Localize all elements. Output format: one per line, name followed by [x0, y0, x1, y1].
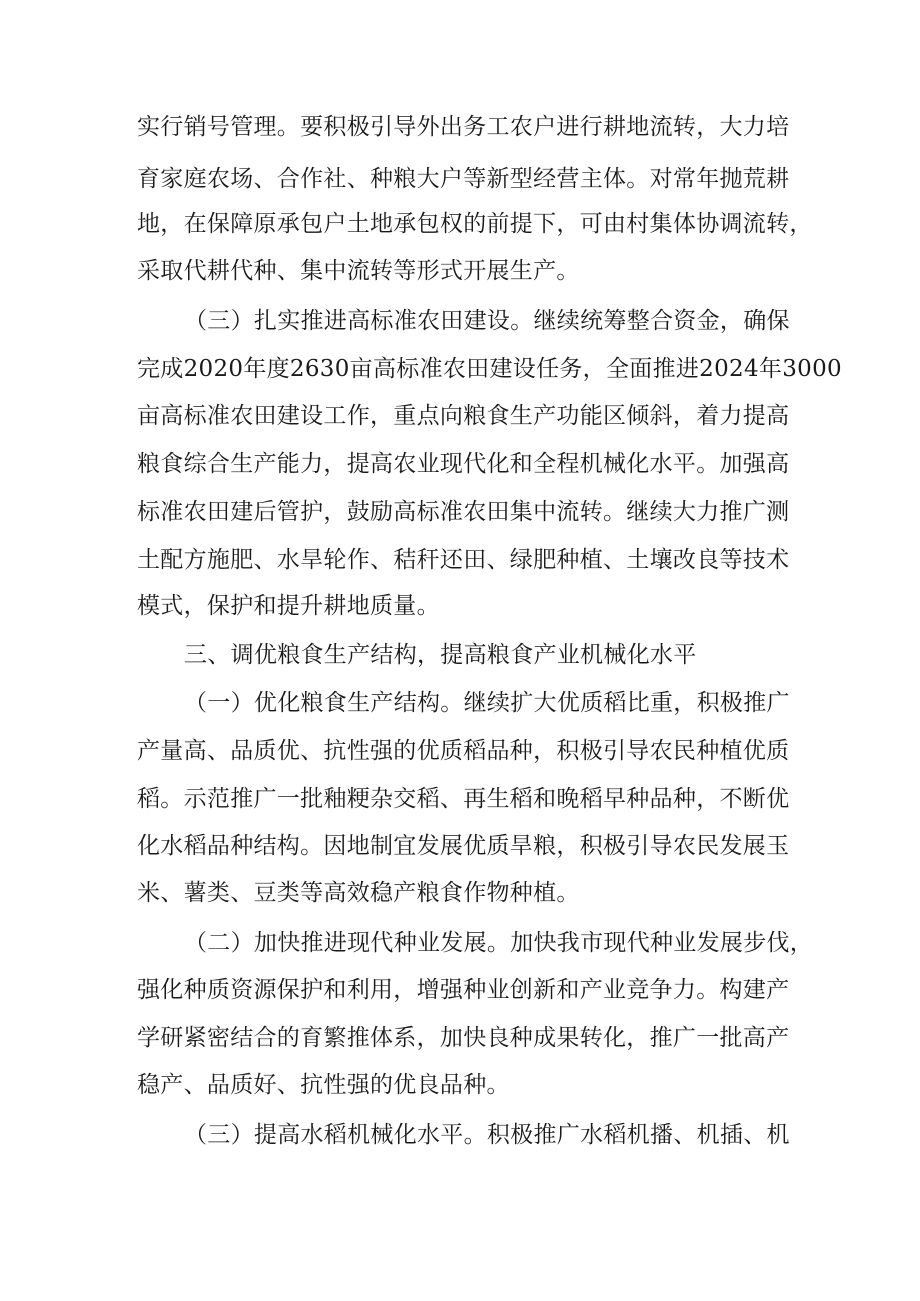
text-line: 模式，保护和提升耕地质量。 [137, 593, 440, 619]
text-line: 完成2020年度2630亩高标准农田建设任务，全面推进2024年3000 [137, 356, 842, 382]
section-heading-3-next: （三）提高水稻机械化水平。积极推广水稻机播、机插、机 [184, 1122, 790, 1148]
section-heading-1: （一）优化粮食生产结构。继续扩大优质稻比重，积极推广 [184, 690, 790, 716]
text-line: 产量高、品质优、抗性强的优质稻品种，积极引导农民种植优质 [137, 738, 790, 764]
text-line: 粮食综合生产能力，提高农业现代化和全程机械化水平。加强高 [137, 451, 790, 477]
text-line: 亩高标准农田建设工作，重点向粮食生产功能区倾斜，着力提高 [137, 403, 790, 429]
text-line: 稻。示范推广一批釉粳杂交稻、再生稻和晚稻早种品种，不断优 [137, 786, 790, 812]
text-line: 强化种质资源保护和利用，增强种业创新和产业竞争力。构建产 [137, 977, 790, 1003]
chapter-heading-3: 三、调优粮食生产结构，提高粮食产业机械化水平 [184, 642, 697, 668]
text-line: 学研紧密结合的育繁推体系，加快良种成果转化，推广一批高产 [137, 1025, 790, 1051]
section-heading-2: （二）加快推进现代种业发展。加快我市现代种业发展步伐， [184, 930, 814, 956]
text-line: 化水稻品种结构。因地制宜发展优质旱粮，积极引导农民发展玉 [137, 833, 790, 859]
text-line: 采取代耕代种、集中流转等形式开展生产。 [137, 258, 580, 284]
text-line: 土配方施肥、水旱轮作、秸秆还田、绿肥种植、土壤改良等技术 [137, 547, 790, 573]
text-line: 地，在保障原承包户土地承包权的前提下，可由村集体协调流转， [137, 211, 813, 237]
text-line: 米、薯类、豆类等高效稳产粮食作物种植。 [137, 880, 580, 906]
text-line: 实行销号管理。要积极引导外出务工农户进行耕地流转，大力培 [137, 114, 790, 140]
text-line: 育家庭农场、合作社、种粮大户等新型经营主体。对常年抛荒耕 [137, 166, 790, 192]
text-line: 标准农田建后管护，鼓励高标准农田集中流转。继续大力推广测 [137, 499, 790, 525]
text-line: 稳产、品质好、抗性强的优良品种。 [137, 1072, 510, 1098]
section-heading-3: （三）扎实推进高标准农田建设。继续统筹整合资金，确保 [184, 308, 790, 334]
